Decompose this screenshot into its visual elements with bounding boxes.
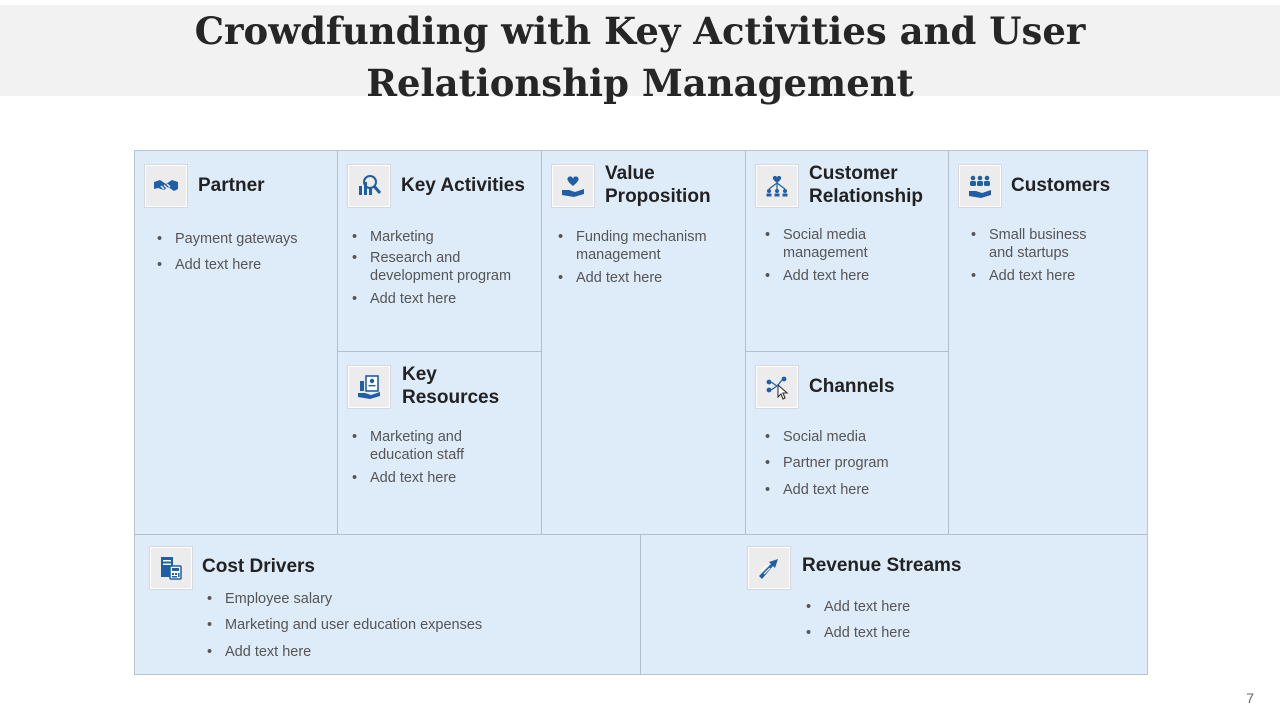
key-resources-title (402, 363, 499, 409)
partner-list (155, 230, 330, 274)
value-proposition-title (605, 162, 711, 208)
list-item: • Add text here (350, 290, 535, 308)
people-network-icon (756, 165, 798, 207)
revenue-streams-title: Revenue Streams (802, 555, 962, 576)
heart-hand-icon (552, 165, 594, 207)
key-resources-title-line-2: Resources (402, 387, 500, 408)
list-item: • Add text here (969, 267, 1109, 285)
slide-title-line-1: Crowdfunding with Key Activities and User (194, 9, 1086, 53)
revenue-streams-list (804, 598, 1104, 642)
list-item: • Payment gateways (155, 230, 330, 248)
revenue-streams-block (641, 535, 1147, 674)
value-proposition-title-line-2: Proposition (605, 186, 711, 207)
list-item: • Add text here (205, 643, 625, 661)
slide-title (0, 5, 1280, 109)
list-item: • Add text here (155, 256, 330, 274)
magnifier-chart-icon (348, 165, 390, 207)
key-resources-title-line-1: Key (402, 364, 437, 385)
list-item: • Social media (763, 428, 943, 446)
customers-block (949, 151, 1147, 534)
value-proposition-block (542, 151, 745, 534)
slide-title-line-2: Relationship Management (366, 61, 914, 105)
partner-block (135, 151, 337, 534)
arrow-growth-icon (748, 547, 790, 589)
list-item: • Add text here (350, 469, 510, 487)
channels-list (763, 428, 943, 499)
customer-relationship-title-line-2: Relationship (809, 186, 924, 207)
list-item: • Add text here (763, 267, 883, 285)
cost-drivers-title: Cost Drivers (202, 556, 315, 577)
list-item: • Social media management (763, 226, 883, 262)
customers-title: Customers (1011, 175, 1111, 196)
list-item: • Small business and startups (969, 226, 1109, 262)
list-item: • Add text here (804, 598, 1104, 616)
key-resources-block (338, 352, 541, 534)
people-hand-icon (959, 165, 1001, 207)
customer-relationship-list (763, 226, 883, 285)
list-item: • Partner program (763, 454, 943, 472)
handshake-icon (145, 165, 187, 207)
channels-title: Channels (809, 376, 895, 397)
list-item: • Marketing and user education expenses (205, 616, 625, 634)
key-activities-list (350, 228, 535, 308)
business-model-canvas (134, 150, 1148, 675)
cost-drivers-block (135, 535, 640, 674)
resource-hand-icon (348, 366, 390, 408)
pointer-network-icon (756, 366, 798, 408)
list-item: • Add text here (556, 269, 731, 287)
key-activities-title: Key Activities (401, 175, 525, 196)
list-item: • Employee salary (205, 590, 625, 608)
partner-title: Partner (198, 175, 265, 196)
list-item: • Marketing (350, 228, 535, 246)
calculator-document-icon (150, 547, 192, 589)
cost-drivers-list (205, 590, 625, 661)
list-item: • Research and development program (350, 249, 535, 285)
list-item: • Marketing and education staff (350, 428, 510, 464)
customers-list (969, 226, 1109, 285)
customer-relationship-block (746, 151, 948, 351)
list-item: • Funding mechanism management (556, 228, 731, 264)
list-item: • Add text here (763, 481, 943, 499)
customer-relationship-title-line-1: Customer (809, 163, 898, 184)
list-item: • Add text here (804, 624, 1104, 642)
customer-relationship-title (809, 162, 923, 208)
key-activities-block (338, 151, 541, 351)
page-number: 7 (1246, 690, 1254, 706)
value-proposition-title-line-1: Value (605, 163, 655, 184)
key-resources-list (350, 428, 510, 487)
value-proposition-list (556, 228, 731, 287)
channels-block (746, 352, 948, 534)
